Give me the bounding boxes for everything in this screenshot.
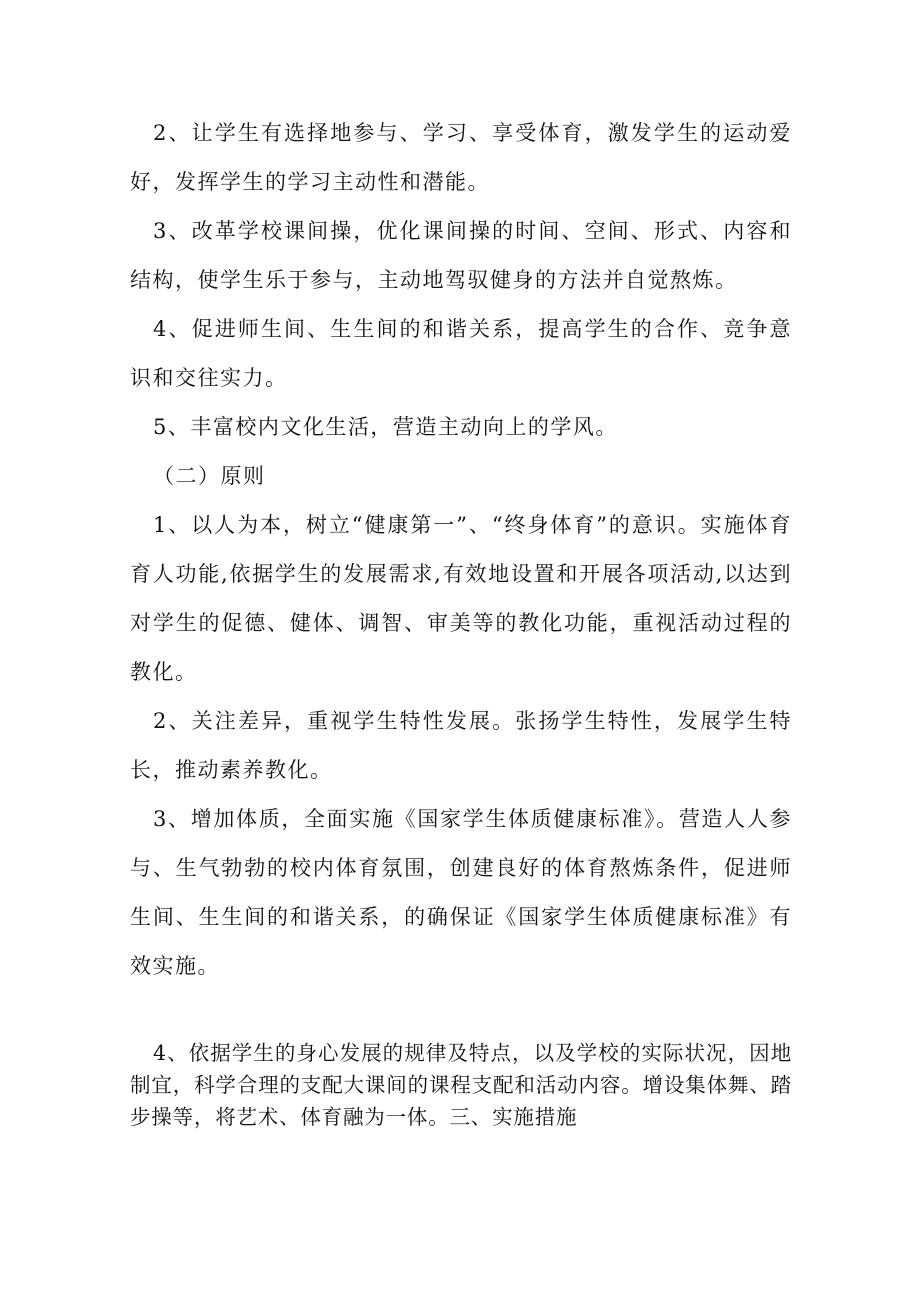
paragraph-goal-5: 5、丰富校内文化生活，营造主动向上的学风。 [153,415,618,439]
paragraph-goal-3: 3、改革学校课间操，优化课间操的时间、空间、形式、内容和结构，使学生乐于参与，主动地驾驭健身的方法并自觉熬炼。 [130,219,792,292]
section-heading-principles: （二）原则 [153,464,266,488]
paragraph-principle-3: 3、增加体质，全面实施《国家学生体质健康标准》。营造人人参与、生气勃勃的校内体育氛围，创建良好的体育熬炼条件，促进师生间、生生间的和谐关系，的确保证《国家学生体质健康标准》有效实施。 [130,807,792,978]
paragraph-goal-2: 2、让学生有选择地参与、学习、享受体育，激发学生的运动爱好，发挥学生的学习主动性和潜能。 [130,121,792,194]
paragraph-principle-2: 2、关注差异，重视学生特性发展。张扬学生特性，发展学生特长，推动素养教化。 [130,709,792,782]
paragraph-principle-4: 4、依据学生的身心发展的规律及特点，以及学校的实际状况，因地制宜，科学合理的支配大课间的课程支配和活动内容。增设集体舞、踏步操等，将艺术、体育融为一体。三、实施措施 [130,1041,792,1129]
paragraph-principle-1: 1、以人为本，树立“健康第一”、“终身体育”的意识。实施体育育人功能,依据学生的发展需求,有效地设置和开展各项活动,以达到对学生的促德、健体、调智、审美等的教化功能，重视活动过程的教化。 [130,513,792,684]
paragraph-goal-4: 4、促进师生间、生生间的和谐关系，提高学生的合作、竞争意识和交往实力。 [130,317,792,390]
